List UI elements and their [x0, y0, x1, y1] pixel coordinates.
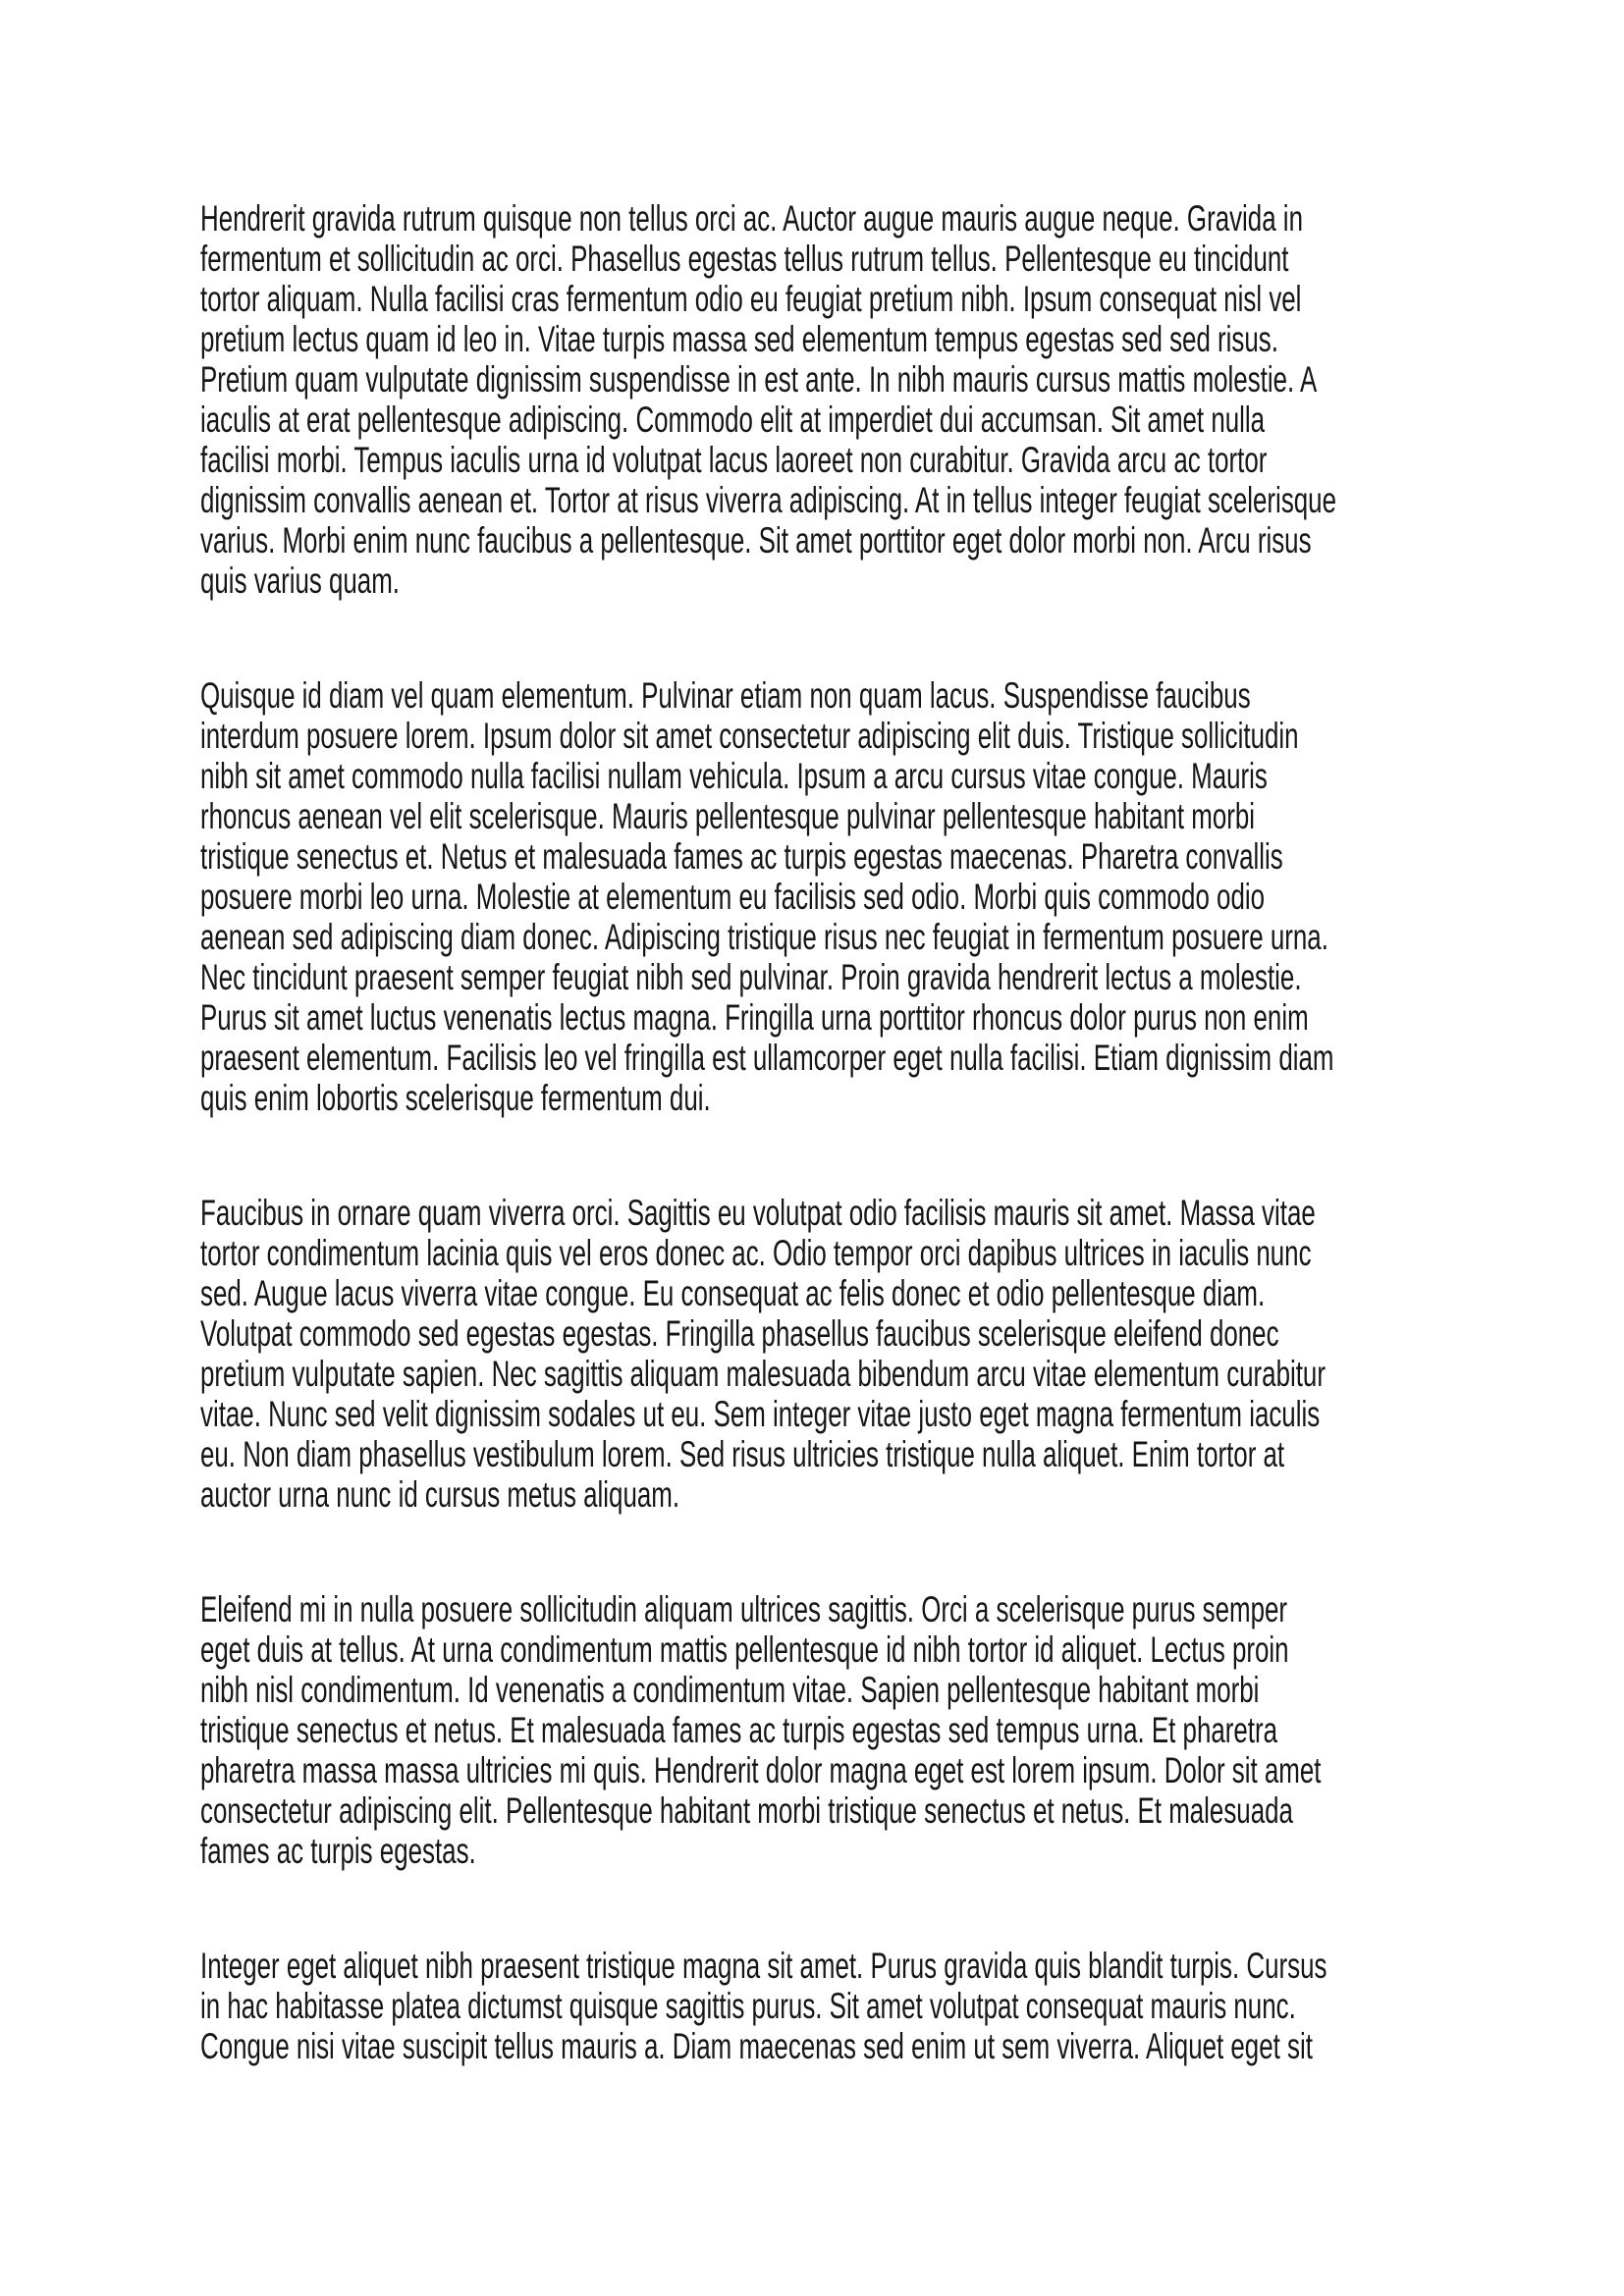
- text-line: tristique senectus et netus. Et malesuada fames ac turpis egestas sed tempus urna. Et pharetra: [200, 1710, 1278, 1750]
- text-line: varius. Morbi enim nunc faucibus a pellentesque. Sit amet porttitor eget dolor morbi non. Arcu risus: [200, 520, 1312, 561]
- text-line: in hac habitasse platea dictumst quisque sagittis purus. Sit amet volutpat consequat mauris nunc.: [200, 1986, 1296, 2026]
- text-line: tortor condimentum lacinia quis vel eros donec ac. Odio tempor orci dapibus ultrices in iaculis nunc: [200, 1233, 1312, 1273]
- text-line: Volutpat commodo sed egestas egestas. Fringilla phasellus faucibus scelerisque eleifend donec: [200, 1313, 1279, 1354]
- text-line: quis enim lobortis scelerisque fermentum dui.: [200, 1078, 711, 1118]
- document-body: [200, 198, 1447, 2141]
- text-line: Hendrerit gravida rutrum quisque non tellus orci ac. Auctor augue mauris augue neque. Gravida in: [200, 198, 1303, 239]
- text-line: Nec tincidunt praesent semper feugiat nibh sed pulvinar. Proin gravida hendrerit lectus a molestie.: [200, 957, 1302, 997]
- paragraph: [200, 675, 1447, 1118]
- text-line: pretium lectus quam id leo in. Vitae turpis massa sed elementum tempus egestas sed sed risus.: [200, 319, 1278, 359]
- text-line: Purus sit amet luctus venenatis lectus magna. Fringilla urna porttitor rhoncus dolor purus non enim: [200, 997, 1309, 1038]
- text-line: tristique senectus et. Netus et malesuada fames ac turpis egestas maecenas. Pharetra convallis: [200, 836, 1283, 877]
- text-line: pharetra massa massa ultricies mi quis. Hendrerit dolor magna eget est lorem ipsum. Dolor sit amet: [200, 1750, 1322, 1790]
- text-line: fermentum et sollicitudin ac orci. Phasellus egestas tellus rutrum tellus. Pellentesque eu tincidunt: [200, 239, 1289, 279]
- text-line: nibh sit amet commodo nulla facilisi nullam vehicula. Ipsum a arcu cursus vitae congue. Mauris: [200, 756, 1268, 796]
- text-line: tortor aliquam. Nulla facilisi cras fermentum odio eu feugiat pretium nibh. Ipsum consequat nisl vel: [200, 279, 1302, 319]
- text-line: iaculis at erat pellentesque adipiscing. Commodo elit at imperdiet dui accumsan. Sit amet nulla: [200, 400, 1266, 440]
- text-line: aenean sed adipiscing diam donec. Adipiscing tristique risus nec feugiat in fermentum posuere urna.: [200, 917, 1328, 957]
- text-line: eget duis at tellus. At urna condimentum mattis pellentesque id nibh tortor id aliquet. Lectus proin: [200, 1629, 1289, 1670]
- text-line: facilisi morbi. Tempus iaculis urna id volutpat lacus laoreet non curabitur. Gravida arcu ac tortor: [200, 440, 1268, 480]
- text-line: fames ac turpis egestas.: [200, 1831, 476, 1871]
- paragraph: [200, 1946, 1447, 2066]
- text-line: vitae. Nunc sed velit dignissim sodales ut eu. Sem integer vitae justo eget magna fermentum iaculis: [200, 1394, 1321, 1434]
- text-line: nibh nisl condimentum. Id venenatis a condimentum vitae. Sapien pellentesque habitant morbi: [200, 1670, 1260, 1710]
- paragraph: [200, 1193, 1447, 1515]
- text-line: auctor urna nunc id cursus metus aliquam.: [200, 1474, 680, 1515]
- text-line: interdum posuere lorem. Ipsum dolor sit amet consectetur adipiscing elit duis. Tristique sollicitudin: [200, 716, 1299, 756]
- text-line: Congue nisi vitae suscipit tellus mauris a. Diam maecenas sed enim ut sem viverra. Aliquet eget sit: [200, 2026, 1313, 2066]
- text-line: eu. Non diam phasellus vestibulum lorem. Sed risus ultricies tristique nulla aliquet. Enim tortor at: [200, 1434, 1285, 1474]
- text-line: rhoncus aenean vel elit scelerisque. Mauris pellentesque pulvinar pellentesque habitant morbi: [200, 796, 1256, 836]
- text-line: Pretium quam vulputate dignissim suspendisse in est ante. In nibh mauris cursus mattis molestie. A: [200, 359, 1318, 400]
- text-line: Quisque id diam vel quam elementum. Pulvinar etiam non quam lacus. Suspendisse faucibus: [200, 675, 1251, 716]
- text-line: dignissim convallis aenean et. Tortor at risus viverra adipiscing. At in tellus integer feugiat scelerisque: [200, 480, 1336, 520]
- text-line: Eleifend mi in nulla posuere sollicitudin aliquam ultrices sagittis. Orci a scelerisque purus semper: [200, 1589, 1288, 1629]
- paragraph: [200, 1589, 1447, 1871]
- text-line: praesent elementum. Facilisis leo vel fringilla est ullamcorper eget nulla facilisi. Etiam dignissim diam: [200, 1038, 1334, 1078]
- text-line: posuere morbi leo urna. Molestie at elementum eu facilisis sed odio. Morbi quis commodo odio: [200, 877, 1266, 917]
- text-line: Integer eget aliquet nibh praesent tristique magna sit amet. Purus gravida quis blandit turpis. Cursus: [200, 1946, 1327, 1986]
- text-line: pretium vulputate sapien. Nec sagittis aliquam malesuada bibendum arcu vitae elementum curabitur: [200, 1354, 1326, 1394]
- text-line: quis varius quam.: [200, 561, 400, 601]
- paragraph: [200, 198, 1447, 601]
- text-line: sed. Augue lacus viverra vitae congue. Eu consequat ac felis donec et odio pellentesque diam.: [200, 1273, 1266, 1313]
- text-line: Faucibus in ornare quam viverra orci. Sagittis eu volutpat odio facilisis mauris sit amet. Massa vitae: [200, 1193, 1316, 1233]
- text-line: consectetur adipiscing elit. Pellentesque habitant morbi tristique senectus et netus. Et malesuada: [200, 1790, 1293, 1831]
